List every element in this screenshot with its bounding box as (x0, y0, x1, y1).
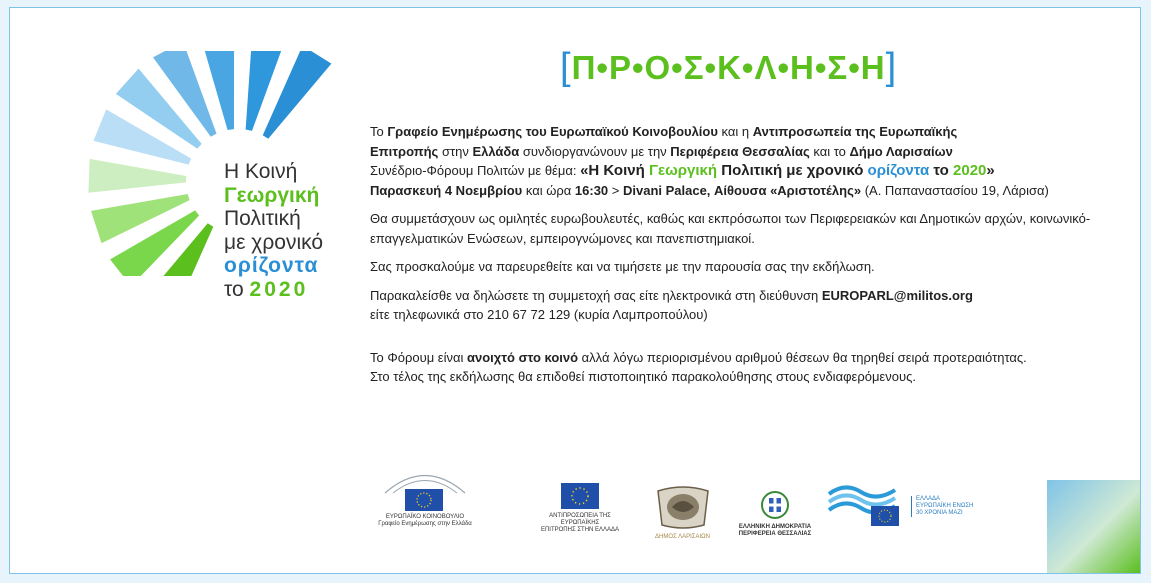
paragraph-invite: Σας προσκαλούμε να παρευρεθείτε και να τιμήσετε με την παρουσία σας την εκδήλωση. (370, 259, 875, 274)
logo-line-6: το 2020 (224, 277, 309, 301)
greece-eu-flag-icon (825, 478, 905, 530)
logo-line-1: Η Κοινή (224, 160, 298, 183)
coat-of-arms-icon (760, 489, 790, 521)
greece-eu-30-years-logo: ΕΛΛΑΔΑ ΕΥΡΩΠΑΪΚΗ ΕΝΩΣΗ 30 ΧΡΟΝΙΑ ΜΑΖΙ (825, 478, 1005, 530)
forum-topic: «Η Κοινή Γεωργική Πολιτική με χρονικό ορίζοντα το 2020» (580, 162, 995, 179)
european-commission-logo: ΑΝΤΙΠΡΟΣΩΠΕΙΑ ΤΗΣ ΕΥΡΩΠΑΪΚΗΣ ΕΠΙΤΡΟΠΗΣ ΣΤΗΝ ΕΛΛΑΔΑ (530, 483, 630, 534)
paragraph-intro: Το Γραφείο Ενημέρωσης του Ευρωπαϊκού Κοινοβουλίου και η Αντιπροσωπεία της Ευρωπαϊκής Επιτροπής στην Ελλάδα συνδιοργανώνουν με την Περιφέρεια Θεσσαλίας και το Δήμο Λαρισαίων Συνέδριο-Φόρουμ Πολιτών με θέμα: «Η Κοινή Γεωργική Πολιτική με χρονικό ορίζοντα το 2020» Παρασκευή 4 Νοεμβρίου και ώρα 16:30 > Divani Palace, Αίθουσα «Αριστοτέλης» (Α. Παπαναστασίου 19, Λάρισα) (370, 124, 1049, 198)
municipality-larisa-logo: ΔΗΜΟΣ ΛΑΡΙΣΑΙΩΝ (645, 485, 720, 541)
ancient-coin-icon (652, 485, 714, 531)
eu-flag-icon (561, 483, 599, 509)
paragraph-rsvp: Παρακαλείσθε να δηλώσετε τη συμμετοχή σας είτε ηλεκτρονικά στη διεύθυνση EUROPARL@militos.org είτε τηλεφωνικά στο 210 67 72 129 (κυρία Λαμπροπούλου) (370, 287, 973, 322)
european-parliament-logo: ΕΥΡΩΠΑΪΚΟ ΚΟΙΝΟΒΟΥΛΙΟ Γραφείο Ενημέρωσης στην Ελλάδα (365, 463, 485, 528)
corner-gradient-decoration (1047, 480, 1140, 573)
invitation-card (9, 7, 1141, 574)
partner-logos (365, 463, 1005, 553)
region-thessaly-logo: ΕΛΛΗΝΙΚΗ ΔΗΜΟΚΡΑΤΙΑ ΠΕΡΙΦΕΡΕΙΑ ΘΕΣΣΑΛΙΑΣ (735, 489, 815, 538)
logo-text (224, 160, 323, 301)
invitation-body (370, 122, 1120, 396)
paragraph-notice: Το Φόρουμ είναι ανοιχτό στο κοινό αλλά λόγω περιορισμένου αριθμού θέσεων θα τηρηθεί σειρά προτεραιότητας. Στο τέλος της εκδήλωσης θα επιδοθεί πιστοποιητικό παρακολούθησης στους ενδιαφερόμενους. (370, 349, 1027, 384)
parliament-building-icon (375, 463, 475, 511)
sunburst-ray (88, 159, 186, 193)
page-title: [Π•Ρ•Ο•Σ•Κ•Λ•Η•Σ•Η] (560, 46, 898, 88)
paragraph-speakers: Θα συμμετάσχουν ως ομιλητές ευρωβουλευτές, καθώς και εκπρόσωποι των Περιφερειακών και Δημοτικών αρχών, κοινωνικό-επαγγελματικών Ενώσεων, εμπειρογνώμονες και πανεπιστημιακοί. (370, 211, 1091, 246)
logo-line-4: με χρονικό (224, 230, 324, 254)
logo-line-3: Πολιτική (224, 207, 301, 230)
email-link[interactable]: EUROPARL@militos.org (821, 287, 973, 303)
logo-line-5: ορίζοντα (224, 254, 319, 277)
logo-line-2: Γεωργική (224, 183, 320, 207)
